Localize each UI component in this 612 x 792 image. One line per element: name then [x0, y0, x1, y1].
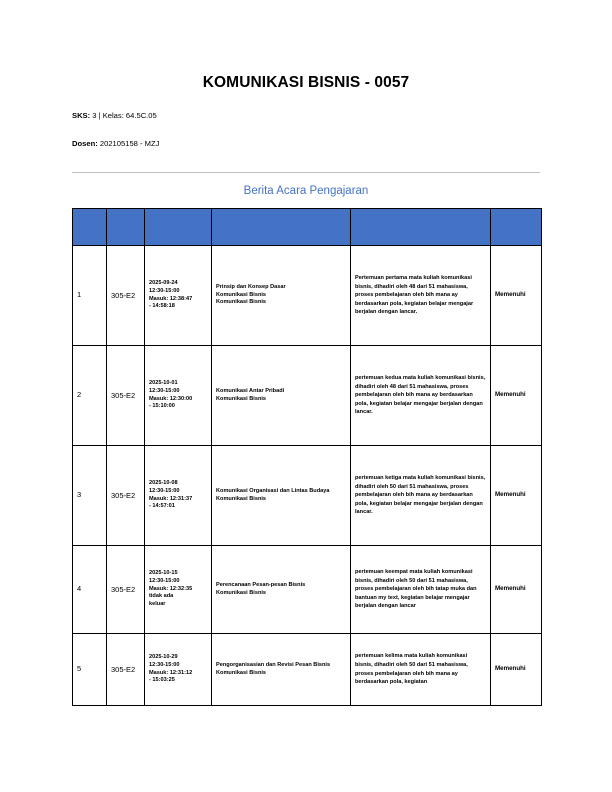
- col-header-datetime: [145, 209, 212, 246]
- row-number: 2: [73, 346, 107, 446]
- check-in: Masuk: 12:32:35: [149, 585, 193, 592]
- note-cell: pertemuan ketiga mata kuliah komunikasi bisnis, dihadiri oleh 50 dari 51 mahasiswa, proses pembelajaran oleh bih mana ay berdasarkan pola, kegiatan belajar mengajar berjalan dengan lancar.: [351, 446, 491, 546]
- col-header-topic: [212, 209, 351, 246]
- table-row: [73, 246, 542, 346]
- col-header-no: [73, 209, 107, 246]
- schedule: 12:30-15:00: [149, 577, 180, 584]
- topic-cell: [212, 346, 351, 446]
- sks-class-value: 3 | Kelas: 64.5C.05: [92, 111, 157, 120]
- topic-course: Komunikasi Bisnis: [216, 291, 267, 298]
- datetime-cell: [145, 634, 212, 706]
- check-in: Masuk: 12:31:12: [149, 669, 193, 676]
- datetime-cell: [145, 246, 212, 346]
- room-cell: 305-E2: [107, 634, 145, 706]
- row-number: 4: [73, 546, 107, 634]
- topic-title: Prinsip dan Konsep Dasar: [216, 283, 286, 290]
- date: 2025-10-29: [149, 653, 178, 660]
- topic-course: Komunikasi Bisnis: [216, 495, 267, 502]
- check-out: - 15:03:25: [149, 677, 175, 684]
- topic-cell: [212, 634, 351, 706]
- topic-course: Komunikasi Bisnis: [216, 669, 267, 676]
- topic-cell: [212, 446, 351, 546]
- check-out: - 14:58:18: [149, 303, 175, 310]
- course-info: [72, 111, 157, 120]
- table-row: [73, 634, 542, 706]
- table-row: [73, 446, 542, 546]
- note-cell: pertemuan kedua mata kuliah komunikasi bisnis, dihadiri oleh 48 dari 51 mahasiswa, proses pembelajaran oleh bih mana ay berdasarkan pola, kegiatan belajar mengajar berjalan dengan lancar.: [351, 346, 491, 446]
- topic-title: Komunikasi Organisasi dan Lintas Budaya: [216, 487, 330, 494]
- status-cell: Memenuhi: [491, 346, 542, 446]
- note-cell: Pertemuan pertama mata kuliah komunikasi bisnis, dihadiri oleh 48 dari 51 mahasiswa, proses pembelajaran oleh bih mana ay berdasarkan pola, kegiatan belajar mengajar berjalan dengan lancar.: [351, 246, 491, 346]
- topic-course: Komunikasi Bisnis: [216, 589, 267, 596]
- date: 2025-09-24: [149, 279, 178, 286]
- datetime-cell: [145, 546, 212, 634]
- room-cell: 305-E2: [107, 446, 145, 546]
- col-header-status: [491, 209, 542, 246]
- divider: [72, 172, 540, 173]
- lecturer-info: [72, 139, 159, 148]
- status-cell: Memenuhi: [491, 634, 542, 706]
- datetime-cell: [145, 346, 212, 446]
- topic-course: Komunikasi Bisnis: [216, 299, 267, 306]
- teaching-log-table: [72, 208, 542, 706]
- check-out: - 15:10:00: [149, 403, 175, 410]
- room-cell: 305-E2: [107, 546, 145, 634]
- topic-cell: [212, 546, 351, 634]
- schedule: 12:30-15:00: [149, 387, 180, 394]
- date: 2025-10-08: [149, 479, 178, 486]
- check-out: - 14:57:01: [149, 503, 175, 510]
- check-in: Masuk: 12:31:37: [149, 495, 193, 502]
- topic-title: Perencanaan Pesan-pesan Bisnis: [216, 581, 306, 588]
- page-title: KOMUNIKASI BISNIS - 0057: [202, 74, 410, 91]
- topic-title: Komunikasi Antar Pribadi: [216, 387, 285, 394]
- col-header-room: [107, 209, 145, 246]
- date: 2025-10-15: [149, 569, 178, 576]
- check-in: Masuk: 12:38:47: [149, 295, 193, 302]
- row-number: 5: [73, 634, 107, 706]
- schedule: 12:30-15:00: [149, 487, 180, 494]
- note-cell: pertemuan keempat mata kuliah komunikasi bisnis, dihadiri oleh 50 dari 51 mahasiswa, proses pembelajaran oleh bih tatap muka dan bantuan my text, kegiatan belajar mengajar berjalan dengan lancar: [351, 546, 491, 634]
- schedule: 12:30-15:00: [149, 661, 180, 668]
- check-out: tidak ada: [149, 593, 174, 600]
- note-cell: pertemuan kelima mata kuliah komunikasi bisnis, dihadiri oleh 50 dari 51 mahasiswa, proses pembelajaran oleh bih mana ay berdasarkan pola, kegiatan: [351, 634, 491, 706]
- topic-title: Pengorganisasian dan Revisi Pesan Bisnis: [216, 661, 331, 668]
- date: 2025-10-01: [149, 379, 178, 386]
- dosen-label: Dosen:: [72, 139, 98, 148]
- topic-cell: [212, 246, 351, 346]
- table-header-row: [73, 209, 542, 246]
- status-cell: Memenuhi: [491, 446, 542, 546]
- row-number: 3: [73, 446, 107, 546]
- table-row: [73, 346, 542, 446]
- section-title: Berita Acara Pengajaran: [243, 185, 369, 197]
- table-row: [73, 546, 542, 634]
- status-cell: Memenuhi: [491, 546, 542, 634]
- dosen-value: 202105158 - MZJ: [99, 139, 160, 148]
- status-cell: Memenuhi: [491, 246, 542, 346]
- datetime-cell: [145, 446, 212, 546]
- row-number: 1: [73, 246, 107, 346]
- room-cell: 305-E2: [107, 246, 145, 346]
- schedule: 12:30-15:00: [149, 287, 180, 294]
- check-out: keluar: [149, 601, 166, 608]
- topic-course: Komunikasi Bisnis: [216, 395, 267, 402]
- col-header-note: [351, 209, 491, 246]
- room-cell: 305-E2: [107, 346, 145, 446]
- check-in: Masuk: 12:30:00: [149, 395, 193, 402]
- sks-label: SKS:: [72, 111, 91, 120]
